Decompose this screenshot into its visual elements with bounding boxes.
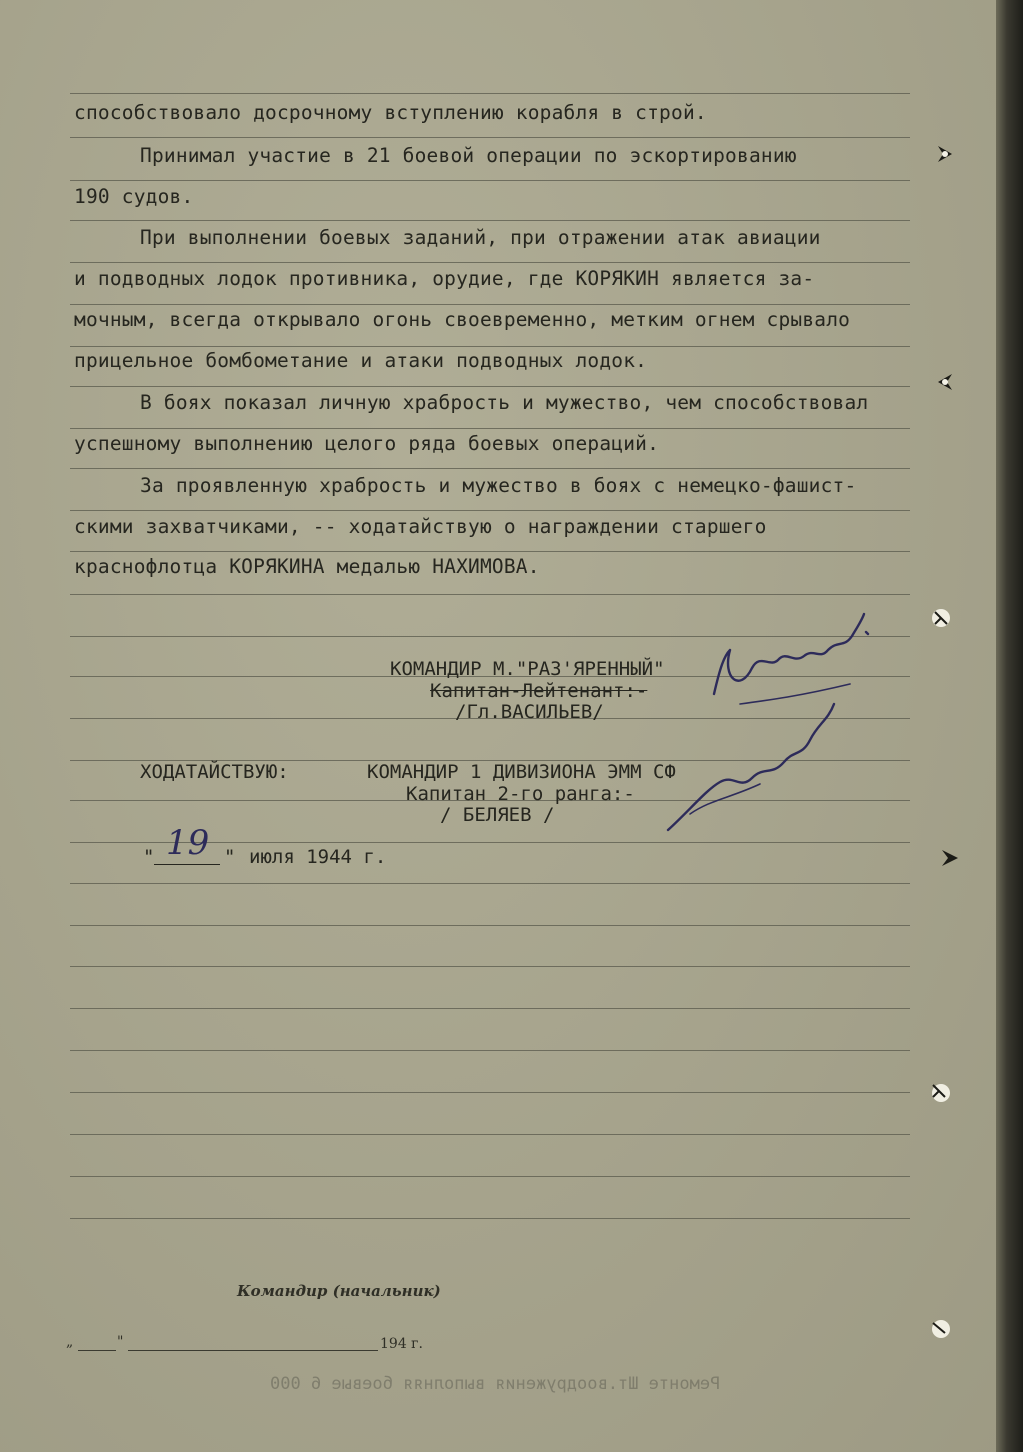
body-line: прицельное бомбометание и атаки подводных лодок.: [74, 349, 648, 372]
form-date-quote: ": [117, 1334, 124, 1350]
body-line: способствовало досрочному вступлению корабля в строй.: [74, 101, 707, 124]
petition-name: / БЕЛЯЕВ /: [440, 804, 555, 826]
punch-hole-mark: [930, 140, 960, 170]
form-rule: [70, 551, 910, 552]
body-line: Принимал участие в 21 боевой операции по эскортированию: [140, 144, 797, 167]
form-rule: [70, 304, 910, 305]
body-line: За проявленную храбрость и мужество в боях с немецко-фашист-: [140, 474, 857, 497]
commander-form-label: Командир (начальник): [237, 1282, 441, 1300]
form-rule: [70, 883, 910, 884]
belyaev-signature: [660, 690, 860, 840]
punch-hole-mark: [925, 1313, 957, 1345]
form-date-suffix: 194 г.: [380, 1336, 423, 1352]
form-rule: [70, 93, 910, 94]
form-rule: [70, 386, 910, 387]
form-rule: [70, 137, 910, 138]
form-rule: [70, 262, 910, 263]
commander-name: /Гл.ВАСИЛЬЕВ/: [455, 701, 604, 723]
form-rule: [70, 1008, 910, 1009]
form-rule: [70, 428, 910, 429]
body-line: скими захватчиками, -- ходатайствую о награждении старшего: [74, 515, 767, 538]
body-line: и подводных лодок противника, орудие, где КОРЯКИН является за-: [74, 267, 815, 290]
petition-rank: Капитан 2-го ранга:-: [406, 783, 635, 805]
date-day: 19: [166, 823, 210, 863]
body-line: успешному выполнению целого ряда боевых операций.: [74, 432, 660, 455]
form-rule: [70, 966, 910, 967]
punch-hole-mark: [936, 844, 964, 872]
form-date-blank: [128, 1350, 378, 1351]
punch-hole-mark: [930, 368, 960, 398]
form-rule: [70, 468, 910, 469]
bleed-through-text: Ремонте Шт.воодружения выполняя боевые 6 000: [270, 1374, 721, 1394]
date-open-quote: ": [143, 846, 155, 868]
form-rule: [70, 1092, 910, 1093]
commander-title: КОМАНДИР М."РАЗ'ЯРЕННЫЙ": [390, 658, 665, 680]
body-line: краснофлотца КОРЯКИНА медалью НАХИМОВА.: [74, 555, 540, 578]
date-day-underline: [154, 864, 220, 865]
form-rule: [70, 925, 910, 926]
body-line: При выполнении боевых заданий, при отражении атак авиации: [140, 226, 821, 249]
form-rule: [70, 220, 910, 221]
form-rule: [70, 180, 910, 181]
commander-rank: Капитан-Лейтенант:-: [430, 680, 648, 702]
date-close-quote: ": [224, 846, 236, 868]
body-line: В боях показал личную храбрость и мужество, чем способствовал: [140, 391, 869, 414]
form-rule: [70, 346, 910, 347]
punch-hole-mark: [925, 1077, 957, 1109]
binding-edge: [996, 0, 1023, 1452]
punch-hole-mark: [925, 602, 957, 634]
form-rule: [70, 1218, 910, 1219]
form-date-blank: [78, 1350, 116, 1351]
form-rule: [70, 594, 910, 595]
petition-label: ХОДАТАЙСТВУЮ:: [140, 761, 289, 783]
form-rule: [70, 1050, 910, 1051]
date-rest: июля 1944 г.: [249, 846, 387, 868]
form-rule: [70, 1134, 910, 1135]
form-rule: [70, 510, 910, 511]
form-date-prefix: „: [66, 1334, 74, 1350]
body-line: мочным, всегда открывало огонь своевременно, метким огнем срывало: [74, 308, 851, 331]
body-line: 190 судов.: [74, 185, 194, 208]
petition-title: КОМАНДИР 1 ДИВИЗИОНА ЭММ СФ: [367, 761, 676, 783]
form-rule: [70, 1176, 910, 1177]
